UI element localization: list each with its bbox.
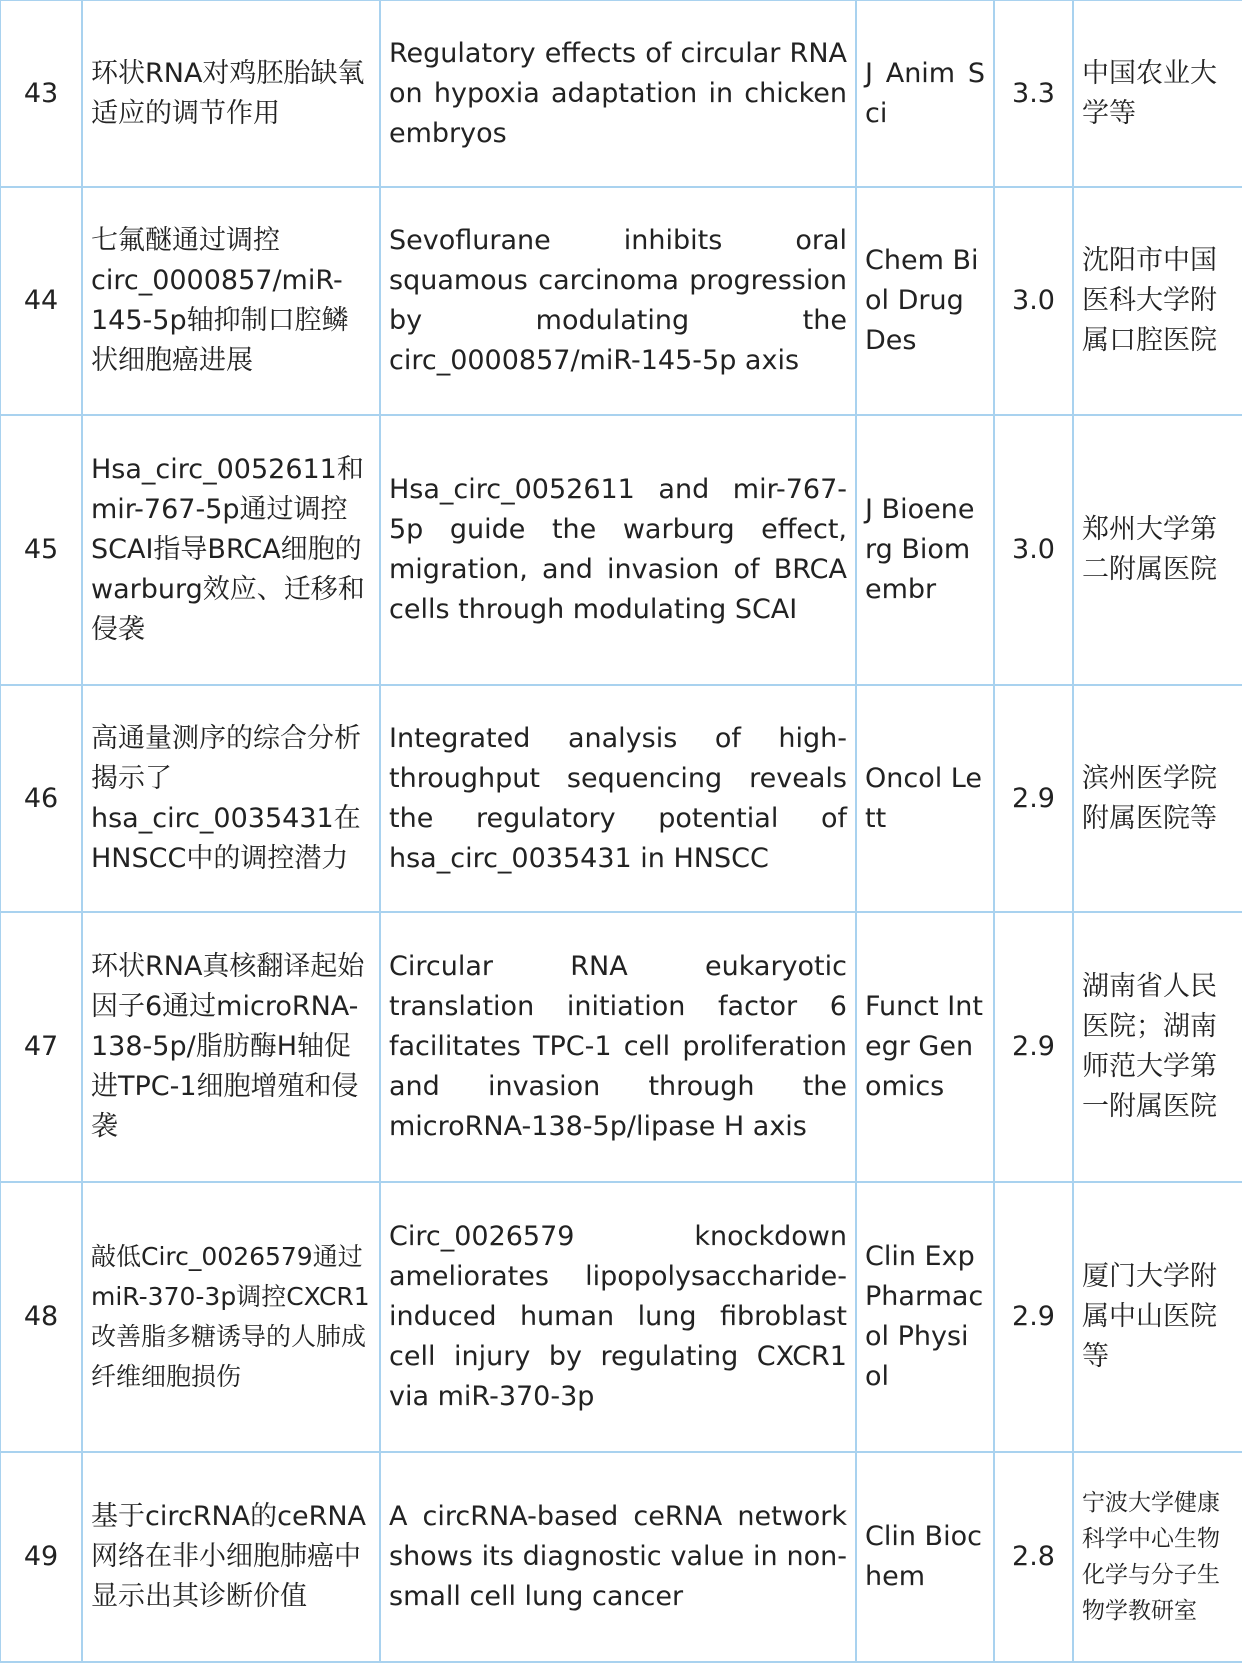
journal-name: J Anim Sci	[856, 0, 994, 187]
row-number: 43	[0, 0, 82, 187]
journal-name: Clin Biochem	[856, 1452, 994, 1662]
english-title: Integrated analysis of high-throughput sequencing reveals the regulatory potential of hsa_circ_0035431 in HNSCC	[380, 685, 856, 912]
table-row	[0, 1182, 1242, 1452]
english-title: A circRNA-based ceRNA network shows its diagnostic value in non-small cell lung cancer	[380, 1452, 856, 1662]
institution: 中国农业大学等	[1073, 0, 1242, 187]
chinese-title: Hsa_circ_0052611和mir-767-5p通过调控SCAI指导BRCA细胞的warburg效应、迁移和侵袭	[82, 415, 380, 685]
table-row	[0, 912, 1242, 1182]
chinese-title: 敲低Circ_0026579通过miR-370-3p调控CXCR1改善脂多糖诱导的人肺成纤维细胞损伤	[82, 1182, 380, 1452]
row-number: 46	[0, 685, 82, 912]
institution: 郑州大学第二附属医院	[1073, 415, 1242, 685]
institution: 宁波大学健康科学中心生物化学与分子生物学教研室	[1073, 1452, 1242, 1662]
journal-name: Clin Exp Pharmacol Physiol	[856, 1182, 994, 1452]
row-number: 49	[0, 1452, 82, 1662]
table-row	[0, 187, 1242, 415]
english-title: Hsa_circ_0052611 and mir-767-5p guide the warburg effect, migration, and invasion of BRCA cells through modulating SCAI	[380, 415, 856, 685]
table-row	[0, 1452, 1242, 1662]
journal-name: Chem Biol Drug Des	[856, 187, 994, 415]
table-row	[0, 685, 1242, 912]
institution: 厦门大学附属中山医院等	[1073, 1182, 1242, 1452]
impact-factor: 3.3	[994, 0, 1073, 187]
row-number: 45	[0, 415, 82, 685]
english-title: Regulatory effects of circular RNA on hypoxia adaptation in chicken embryos	[380, 0, 856, 187]
impact-factor: 2.9	[994, 685, 1073, 912]
journal-name: Oncol Lett	[856, 685, 994, 912]
chinese-title: 高通量测序的综合分析揭示了hsa_circ_0035431在HNSCC中的调控潜力	[82, 685, 380, 912]
impact-factor: 2.9	[994, 912, 1073, 1182]
institution: 沈阳市中国医科大学附属口腔医院	[1073, 187, 1242, 415]
journal-name: Funct Integr Genomics	[856, 912, 994, 1182]
english-title: Circ_0026579 knockdown ameliorates lipopolysaccharide-induced human lung fibroblast cell injury by regulating CXCR1 via miR-370-3p	[380, 1182, 856, 1452]
institution: 滨州医学院附属医院等	[1073, 685, 1242, 912]
chinese-title: 七氟醚通过调控circ_0000857/miR-145-5p轴抑制口腔鳞状细胞癌进展	[82, 187, 380, 415]
english-title: Sevoflurane inhibits oral squamous carcinoma progression by modulating the circ_0000857/miR-145-5p axis	[380, 187, 856, 415]
journal-name: J Bioenerg Biomembr	[856, 415, 994, 685]
impact-factor: 2.9	[994, 1182, 1073, 1452]
impact-factor: 3.0	[994, 415, 1073, 685]
table-row	[0, 0, 1242, 187]
row-number: 44	[0, 187, 82, 415]
row-number: 47	[0, 912, 82, 1182]
chinese-title: 基于circRNA的ceRNA网络在非小细胞肺癌中显示出其诊断价值	[82, 1452, 380, 1662]
chinese-title: 环状RNA真核翻译起始因子6通过microRNA-138-5p/脂肪酶H轴促进TPC-1细胞增殖和侵袭	[82, 912, 380, 1182]
english-title: Circular RNA eukaryotic translation initiation factor 6 facilitates TPC-1 cell proliferation and invasion through the microRNA-138-5p/lipase H axis	[380, 912, 856, 1182]
impact-factor: 3.0	[994, 187, 1073, 415]
table-row	[0, 415, 1242, 685]
chinese-title: 环状RNA对鸡胚胎缺氧适应的调节作用	[82, 0, 380, 187]
impact-factor: 2.8	[994, 1452, 1073, 1662]
institution: 湖南省人民医院；湖南师范大学第一附属医院	[1073, 912, 1242, 1182]
row-number: 48	[0, 1182, 82, 1452]
